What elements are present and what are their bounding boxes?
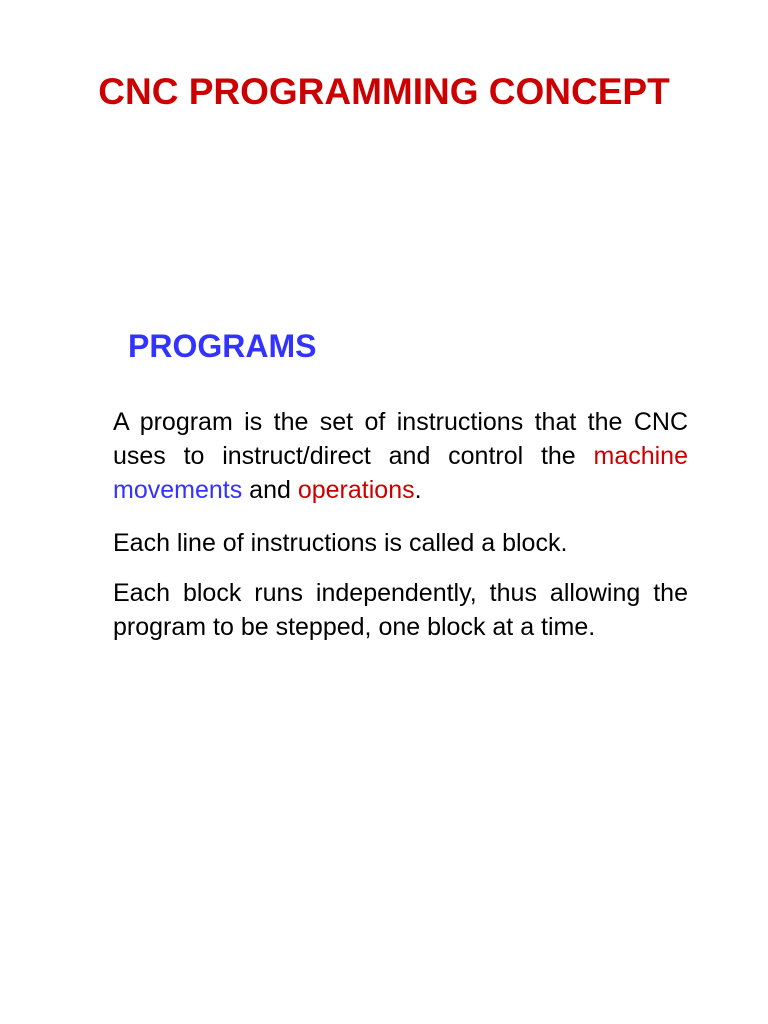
end-punctuation: . bbox=[414, 476, 422, 504]
joiner-text: and bbox=[249, 476, 291, 504]
paragraph-block-independence: Each block runs independently, thus allowing the program to be stepped, one block at a time. bbox=[113, 579, 688, 641]
slide-title: CNC PROGRAMMING CONCEPT bbox=[98, 71, 670, 112]
paragraph-block-definition: Each line of instructions is called a block. bbox=[113, 529, 568, 557]
keyword-operations: operations bbox=[297, 476, 415, 504]
keyword-movements: movements bbox=[113, 476, 243, 504]
keyword-machine: machine bbox=[593, 442, 688, 470]
paragraph-program-definition bbox=[113, 405, 688, 507]
section-heading: PROGRAMS bbox=[128, 328, 317, 364]
paragraph-text: A program is the set of instructions that the CNC uses to instruct/direct and control the bbox=[113, 408, 688, 470]
